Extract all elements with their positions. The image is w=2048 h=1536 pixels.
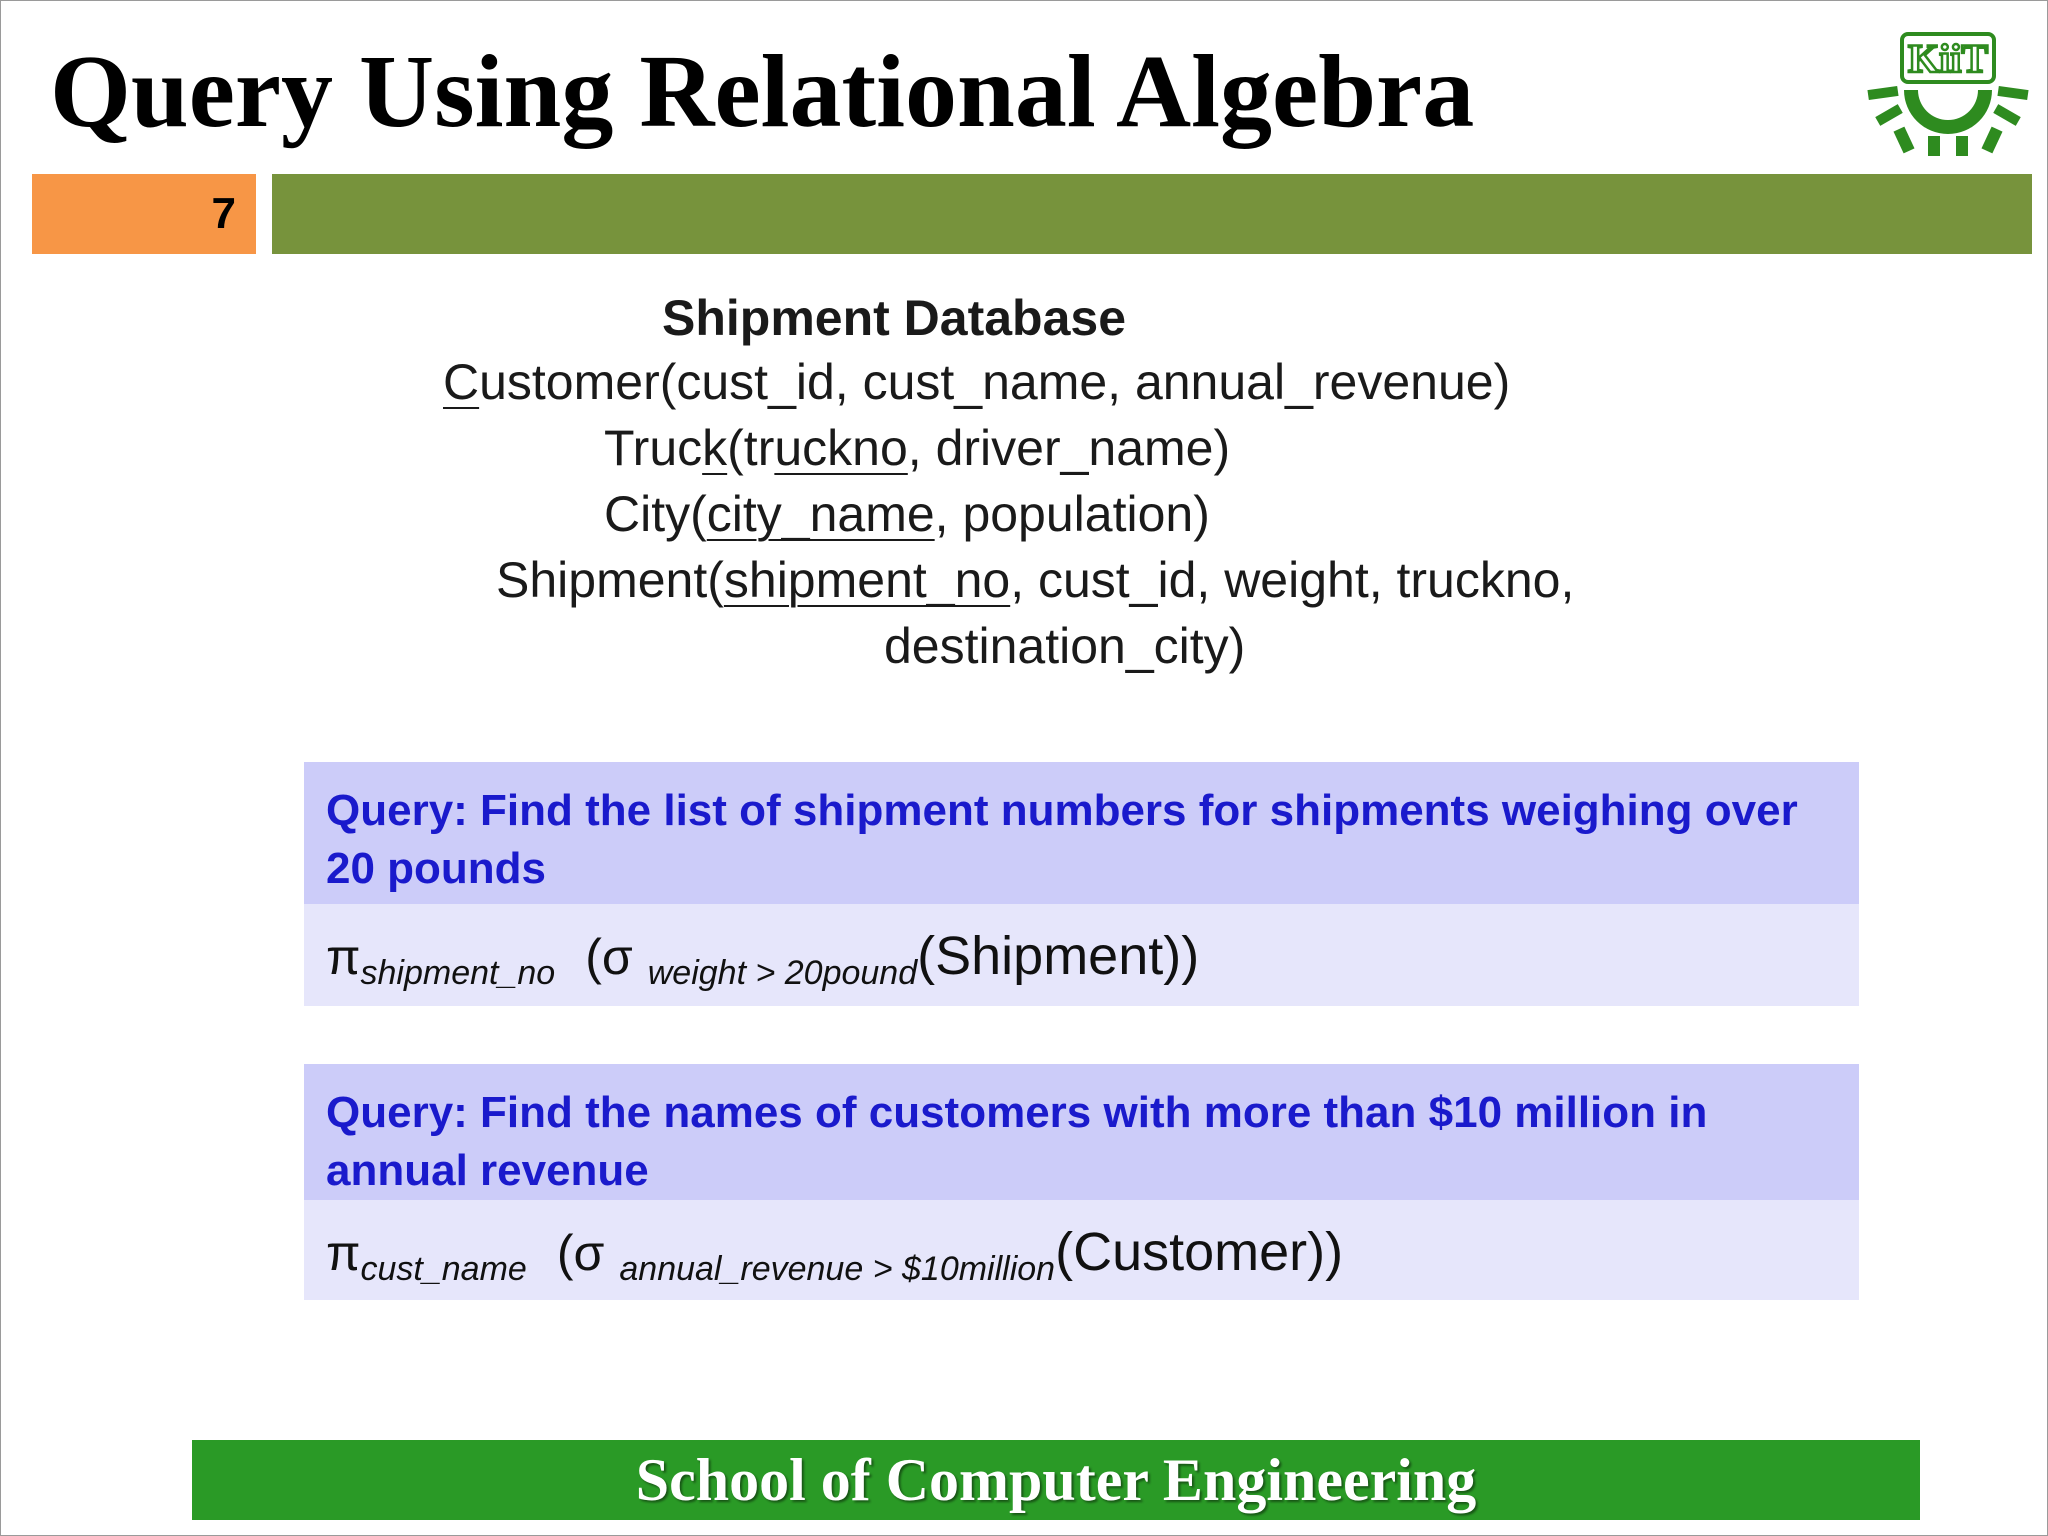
slide-title: Query Using Relational Algebra <box>50 34 1475 149</box>
svg-text:KiiT: KiiT <box>1907 36 1989 81</box>
schema-customer: Customer(cust_id, cust_name, annual_revenue) <box>443 354 1511 410</box>
schema-block <box>0 0 2048 700</box>
query-question-2: Query: Find the names of customers with more than $10 million in annual revenue <box>304 1064 1859 1200</box>
slide-number: 7 <box>211 189 236 238</box>
schema-city: City(city_name, population) <box>604 486 1210 542</box>
query-box-1 <box>304 762 1859 1006</box>
schema-truck: Truck(truckno, driver_name) <box>604 420 1231 476</box>
query-question-1: Query: Find the list of shipment numbers for shipments weighing over 20 pounds <box>304 762 1859 904</box>
footer-banner: School of Computer Engineering <box>192 1440 1920 1520</box>
query-expression-1: $\pi_{shipment\_no}$ (σ $_{weight > 20pound}$(Shipment)) <box>304 904 1859 1006</box>
schema-heading: Shipment Database <box>662 290 1127 346</box>
schema-shipment-cont: destination_city) <box>884 618 1246 674</box>
schema-shipment: Shipment(shipment_no, cust_id, weight, truckno, <box>496 552 1575 608</box>
query-expression-2: $\pi_{cust\_name}$ (σ $_{annual\_revenue > \$10million}$(Customer)) <box>304 1200 1859 1300</box>
query-box-2 <box>304 1064 1859 1300</box>
